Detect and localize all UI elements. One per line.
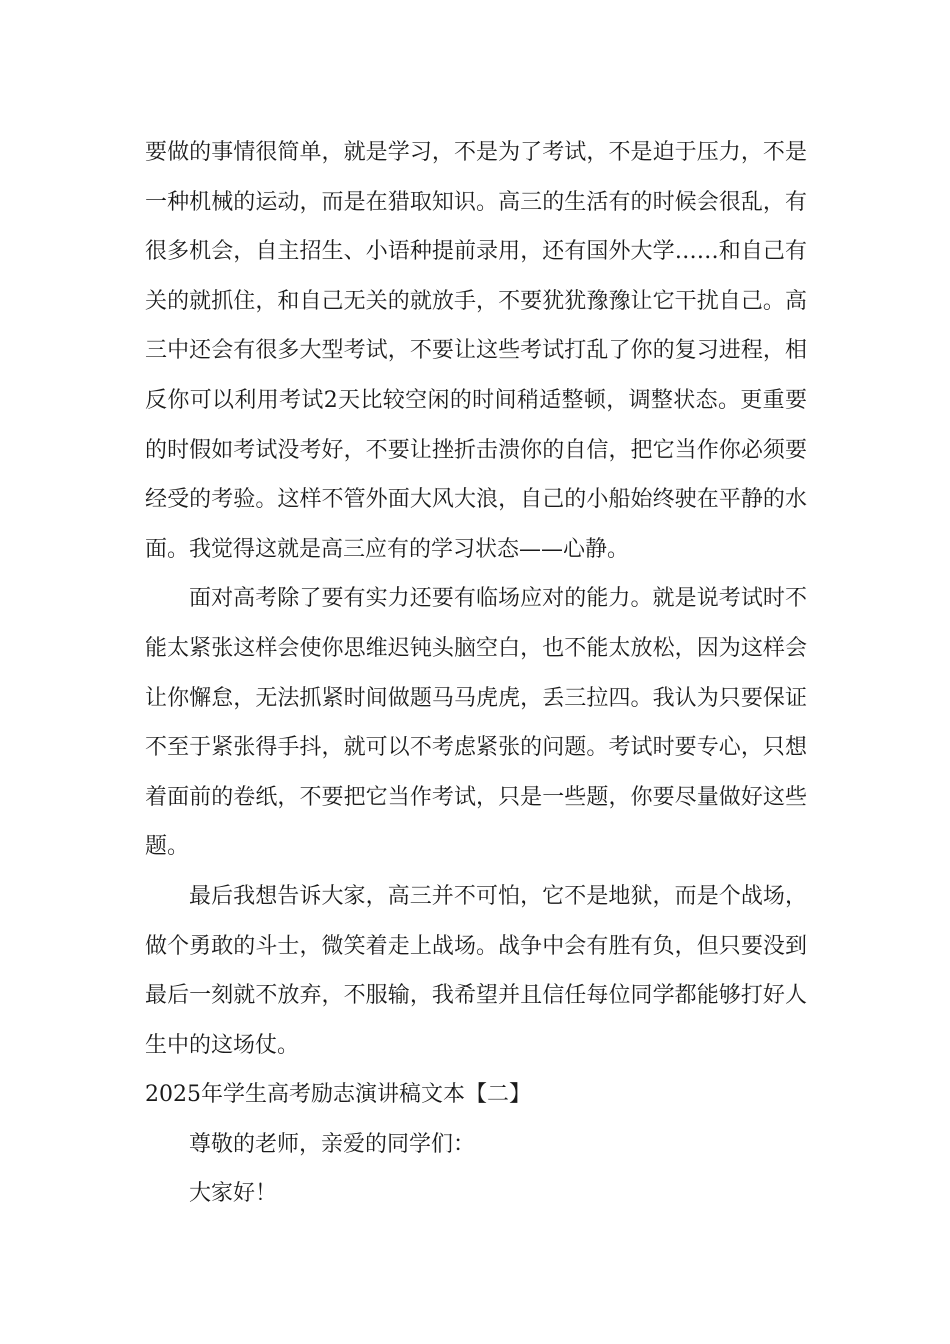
section-title: 2025年学生高考励志演讲稿文本【二】 (145, 1082, 531, 1108)
document-body (145, 128, 807, 1219)
paragraph-continued: 要做的事情很简单，就是学习，不是为了考试，不是迫于压力，不是一种机械的运动，而是在猎取知识。高三的生活有的时候会很乱，有很多机会，自主招生、小语种提前录用，还有国外大学……和自己有关的就抓住，和自己无关的就放手，不要犹犹豫豫让它干扰自己。高三中还会有很多大型考试，不要让这些考试打乱了你的复习进程，相反你可以利用考试2天比较空闲的时间稍适整顿，调整状态。更重要的时假如考试没考好，不要让挫折击溃你的自信，把它当作你必须要经受的考验。这样不管外面大风大浪，自己的小船始终驶在平静的水面。我觉得这就是高三应有的学习状态——心静。 (145, 140, 807, 562)
salutation-line: 大家好！ (189, 1181, 278, 1207)
greeting-line: 尊敬的老师，亲爱的同学们： (189, 1131, 476, 1157)
paragraph-closing: 最后我想告诉大家，高三并不可怕，它不是地狱，而是个战场，做个勇敢的斗士，微笑着走上战场。战争中会有胜有负，但只要没到最后一刻就不放弃，不服输，我希望并且信任每位同学都能够打好人生中的这场仗。 (145, 883, 807, 1058)
paragraph-exam-composure: 面对高考除了要有实力还要有临场应对的能力。就是说考试时不能太紧张这样会使你思维迟钝头脑空白，也不能太放松，因为这样会让你懈怠，无法抓紧时间做题马马虎虎，丢三拉四。我认为只要保证不至于紧张得手抖，就可以不考虑紧张的问题。考试时要专心，只想着面前的卷纸，不要把它当作考试，只是一些题，你要尽量做好这些题。 (145, 586, 807, 860)
